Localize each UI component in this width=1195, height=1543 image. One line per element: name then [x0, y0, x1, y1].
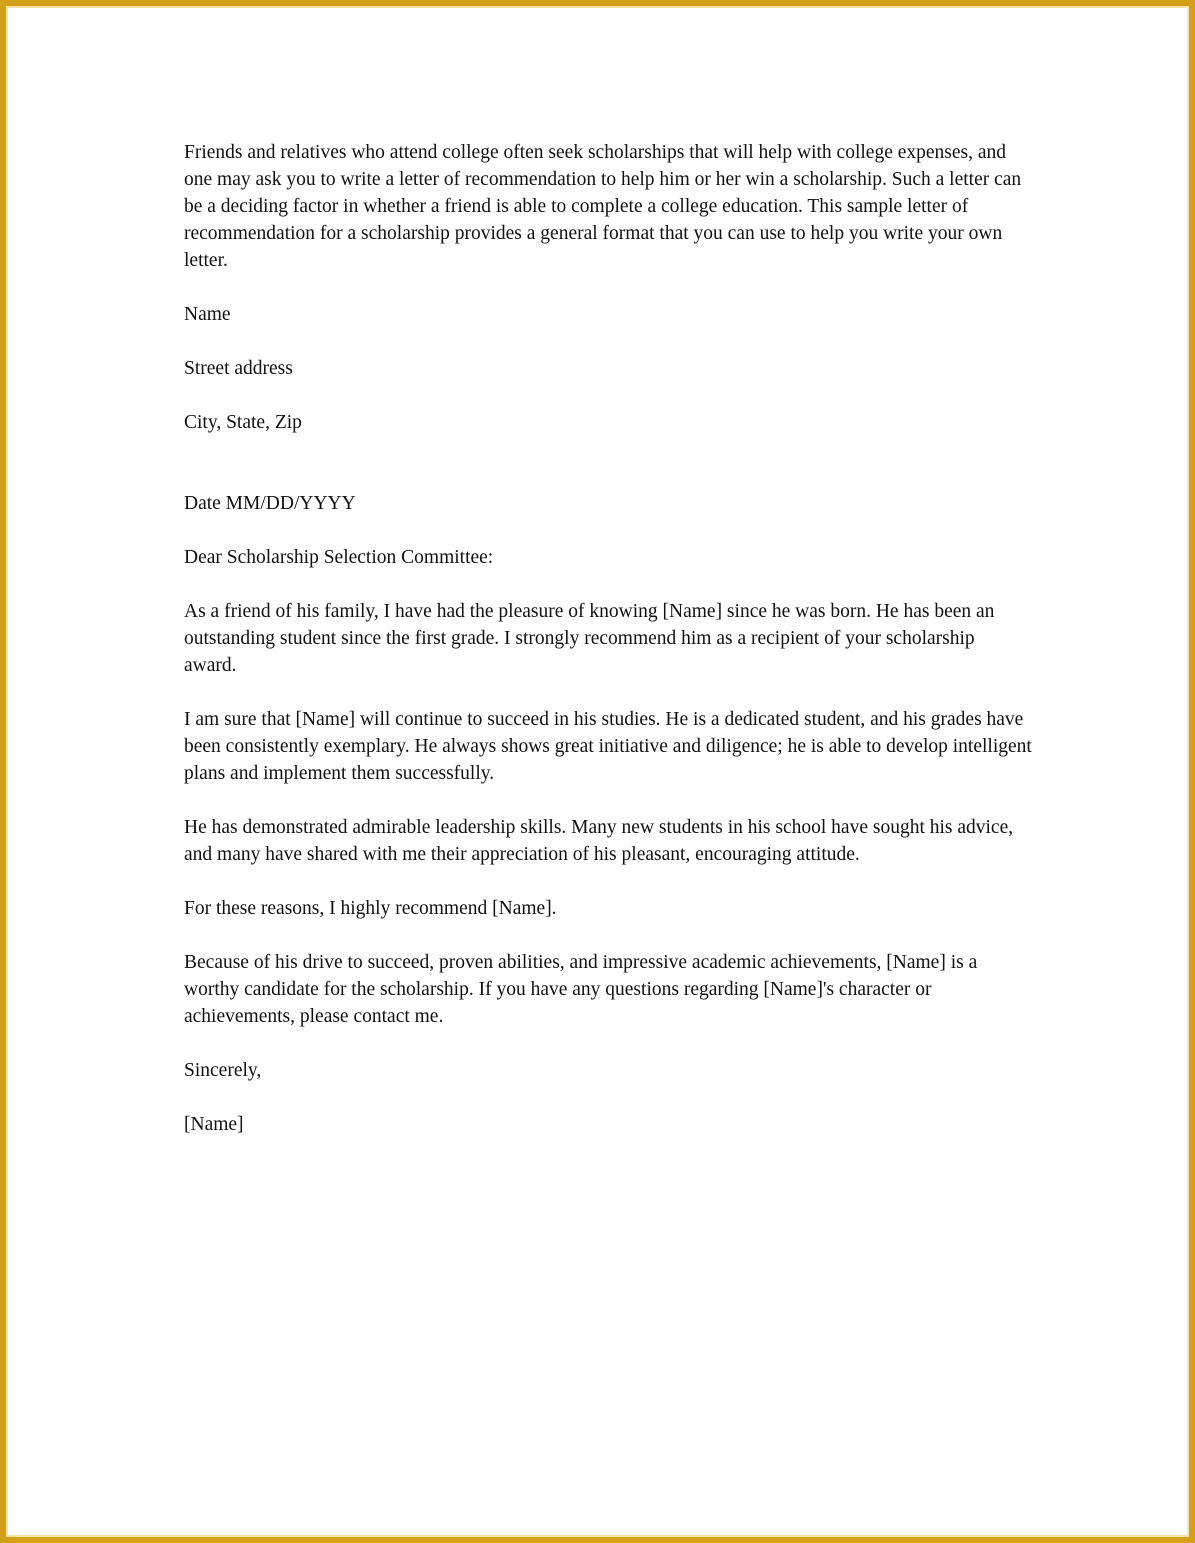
closing-line: Sincerely,	[184, 1060, 262, 1081]
date-line: Date MM/DD/YYYY	[184, 493, 356, 514]
sender-name-line: Name	[184, 304, 231, 325]
body-paragraph-2: I am sure that [Name] will continue to succeed in his studies. He is a dedicated student, and his grades have been consistently exemplary. He always shows great initiative and diligence; he is able to develop intelligent plans and implement them successfully.	[184, 709, 1032, 784]
body-paragraph-3: He has demonstrated admirable leadership skills. Many new students in his school have sought his advice, and many have shared with me their appreciation of his pleasant, encouraging attitude.	[184, 817, 1014, 865]
signature-line: [Name]	[184, 1114, 244, 1135]
intro-paragraph: Friends and relatives who attend college often seek scholarships that will help with college expenses, and one may ask you to write a letter of recommendation to help him or her win a scholarship. Such a letter can be a deciding factor in whether a friend is able to complete a college education. This sample letter of recommendation for a scholarship provides a general format that you can use to help you write your own letter.	[184, 142, 1022, 271]
sender-city-state-zip-line: City, State, Zip	[184, 412, 302, 433]
letter-content	[184, 139, 1032, 1165]
body-paragraph-4: For these reasons, I highly recommend [Name].	[184, 898, 557, 919]
spacer	[184, 463, 1032, 490]
sender-street-line: Street address	[184, 358, 293, 379]
body-paragraph-1: As a friend of his family, I have had the pleasure of knowing [Name] since he was born. He has been an outstanding student since the first grade. I strongly recommend him as a recipient of your scholarship award.	[184, 601, 995, 676]
sender-address-block	[184, 301, 1032, 436]
salutation-line: Dear Scholarship Selection Committee:	[184, 547, 494, 568]
body-paragraph-5: Because of his drive to succeed, proven abilities, and impressive academic achievements, [Name] is a worthy candidate for the scholarship. If you have any questions regarding [Name]'s character or achievements, please contact me.	[184, 952, 978, 1027]
